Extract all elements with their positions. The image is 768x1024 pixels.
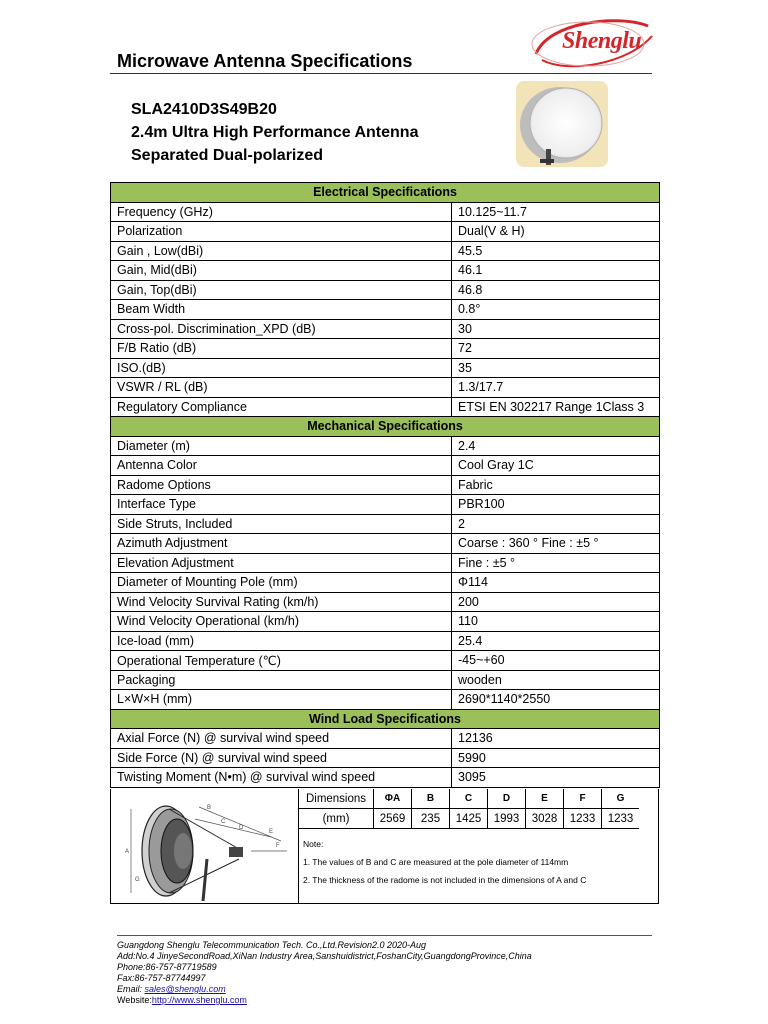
product-heading (131, 98, 418, 167)
spec-value: -45~+60 (452, 651, 660, 671)
spec-row (111, 397, 660, 417)
spec-label: Diameter of Mounting Pole (mm) (111, 573, 452, 593)
wind-load-section-heading: Wind Load Specifications (111, 709, 660, 729)
spec-label: Wind Velocity Operational (km/h) (111, 612, 452, 632)
spec-value: 46.8 (452, 280, 660, 300)
spec-row (111, 436, 660, 456)
product-line2: Separated Dual-polarized (131, 147, 324, 164)
page-title: Microwave Antenna Specifications (117, 51, 413, 71)
spec-label: Regulatory Compliance (111, 397, 452, 417)
spec-row (111, 729, 660, 749)
notes (303, 835, 586, 889)
footer-divider (117, 935, 652, 936)
spec-value: 2.4 (452, 436, 660, 456)
dim-value: 3028 (526, 809, 564, 829)
spec-value: 1.3/17.7 (452, 378, 660, 398)
dim-value: 1233 (564, 809, 602, 829)
spec-row (111, 241, 660, 261)
spec-label: Operational Temperature (℃) (111, 651, 452, 671)
spec-label: L×W×H (mm) (111, 690, 452, 710)
spec-value: 72 (452, 339, 660, 359)
spec-label: Radome Options (111, 475, 452, 495)
spec-label: Packaging (111, 670, 452, 690)
spec-value: Fine : ±5 ° (452, 553, 660, 573)
spec-row (111, 300, 660, 320)
footer-fax: Fax:86-757-87744997 (117, 973, 206, 983)
dim-value: 2569 (374, 809, 412, 829)
email-link[interactable]: sales@shenglu.com (144, 984, 226, 994)
spec-table (110, 182, 660, 788)
spec-row (111, 319, 660, 339)
spec-row (111, 378, 660, 398)
spec-value: 30 (452, 319, 660, 339)
dim-value: 1233 (602, 809, 640, 829)
dim-header: D (488, 789, 526, 809)
spec-row (111, 475, 660, 495)
footer-phone: Phone:86-757-87719589 (117, 962, 217, 972)
header-divider (110, 73, 652, 74)
spec-value: 2 (452, 514, 660, 534)
spec-row (111, 534, 660, 554)
spec-row (111, 553, 660, 573)
spec-value: 10.125~11.7 (452, 202, 660, 222)
spec-value: 12136 (452, 729, 660, 749)
spec-label: Interface Type (111, 495, 452, 515)
dim-header: C (450, 789, 488, 809)
product-model: SLA2410D3S49B20 (131, 101, 277, 118)
spec-row (111, 514, 660, 534)
dimension-diagram (111, 789, 299, 904)
spec-row (111, 339, 660, 359)
spec-value: 0.8° (452, 300, 660, 320)
spec-row (111, 573, 660, 593)
dim-value: 1993 (488, 809, 526, 829)
spec-label: Frequency (GHz) (111, 202, 452, 222)
footer (117, 940, 532, 1006)
dim-header: F (564, 789, 602, 809)
product-line1: 2.4m Ultra High Performance Antenna (131, 124, 419, 141)
spec-label: VSWR / RL (dB) (111, 378, 452, 398)
spec-row (111, 592, 660, 612)
spec-row (111, 261, 660, 281)
spec-row (111, 202, 660, 222)
spec-row (111, 748, 660, 768)
spec-label: Azimuth Adjustment (111, 534, 452, 554)
spec-row (111, 222, 660, 242)
spec-label: Beam Width (111, 300, 452, 320)
dimensions-section (110, 789, 659, 904)
spec-value: 2690*1140*2550 (452, 690, 660, 710)
dim-value: 235 (412, 809, 450, 829)
footer-email-label: Email: (117, 984, 145, 994)
spec-value: Coarse : 360 ° Fine : ±5 ° (452, 534, 660, 554)
spec-value: 46.1 (452, 261, 660, 281)
spec-row (111, 456, 660, 476)
website-link[interactable]: http://www.shenglu.com (151, 995, 247, 1005)
diagram-letter: F (276, 843, 280, 849)
diagram-letter: E (269, 829, 274, 835)
spec-label: Twisting Moment (N•m) @ survival wind speed (111, 768, 452, 788)
footer-website-label: Website: (117, 995, 152, 1005)
spec-label: Elevation Adjustment (111, 553, 452, 573)
diagram-letter: C (221, 819, 226, 825)
spec-label: Axial Force (N) @ survival wind speed (111, 729, 452, 749)
diagram-letter: D (239, 825, 244, 831)
notes-title: Note: (303, 839, 324, 849)
spec-label: Cross-pol. Discrimination_XPD (dB) (111, 319, 452, 339)
logo-text: Shenglu (562, 28, 642, 54)
electrical-section-heading: Electrical Specifications (111, 183, 660, 203)
spec-label: Gain , Low(dBi) (111, 241, 452, 261)
spec-label: Polarization (111, 222, 452, 242)
note-item: 2. The thickness of the radome is not included in the dimensions of A and C (303, 875, 587, 885)
spec-value: 25.4 (452, 631, 660, 651)
diagram-letter: G (135, 877, 140, 883)
dim-header: ΦA (374, 789, 412, 809)
spec-label: Side Struts, Included (111, 514, 452, 534)
spec-label: F/B Ratio (dB) (111, 339, 452, 359)
spec-label: Gain, Top(dBi) (111, 280, 452, 300)
spec-label: Side Force (N) @ survival wind speed (111, 748, 452, 768)
diagram-letter: A (125, 849, 130, 855)
spec-row (111, 280, 660, 300)
spec-row (111, 670, 660, 690)
spec-value: Fabric (452, 475, 660, 495)
spec-row (111, 358, 660, 378)
spec-label: Antenna Color (111, 456, 452, 476)
note-item: 1. The values of B and C are measured at the pole diameter of 114mm (303, 857, 569, 867)
spec-value: PBR100 (452, 495, 660, 515)
footer-revision: Revision2.0 2020-Aug (337, 940, 427, 950)
spec-label: Wind Velocity Survival Rating (km/h) (111, 592, 452, 612)
spec-row (111, 612, 660, 632)
antenna-photo (516, 81, 608, 167)
spec-value: 45.5 (452, 241, 660, 261)
spec-value: 110 (452, 612, 660, 632)
spec-value: Φ114 (452, 573, 660, 593)
footer-company: Guangdong Shenglu Telecommunication Tech. Co.,Ltd. (117, 940, 338, 950)
spec-row (111, 690, 660, 710)
dimensions-table (299, 789, 639, 829)
dim-header: E (526, 789, 564, 809)
dim-value: 1425 (450, 809, 488, 829)
spec-value: Dual(V & H) (452, 222, 660, 242)
diagram-letter: B (207, 805, 212, 811)
spec-row (111, 631, 660, 651)
spec-value: 3095 (452, 768, 660, 788)
spec-value: 200 (452, 592, 660, 612)
dimensions-label: Dimensions (299, 789, 374, 809)
spec-row (111, 768, 660, 788)
mechanical-section-heading: Mechanical Specifications (111, 417, 660, 437)
spec-row (111, 651, 660, 671)
dimensions-unit: (mm) (299, 809, 374, 829)
spec-label: Diameter (m) (111, 436, 452, 456)
spec-value: 5990 (452, 748, 660, 768)
dim-header: G (602, 789, 640, 809)
spec-label: Gain, Mid(dBi) (111, 261, 452, 281)
spec-label: ISO.(dB) (111, 358, 452, 378)
spec-value: 35 (452, 358, 660, 378)
spec-value: wooden (452, 670, 660, 690)
dim-header: B (412, 789, 450, 809)
spec-value: Cool Gray 1C (452, 456, 660, 476)
spec-label: Ice-load (mm) (111, 631, 452, 651)
footer-address: Add:No.4 JinyeSecondRoad,XiNan Industry Area,Sanshuidistrict,FoshanCity,GuangdongProvince,China (117, 951, 532, 961)
spec-value: ETSI EN 302217 Range 1Class 3 (452, 397, 660, 417)
spec-row (111, 495, 660, 515)
